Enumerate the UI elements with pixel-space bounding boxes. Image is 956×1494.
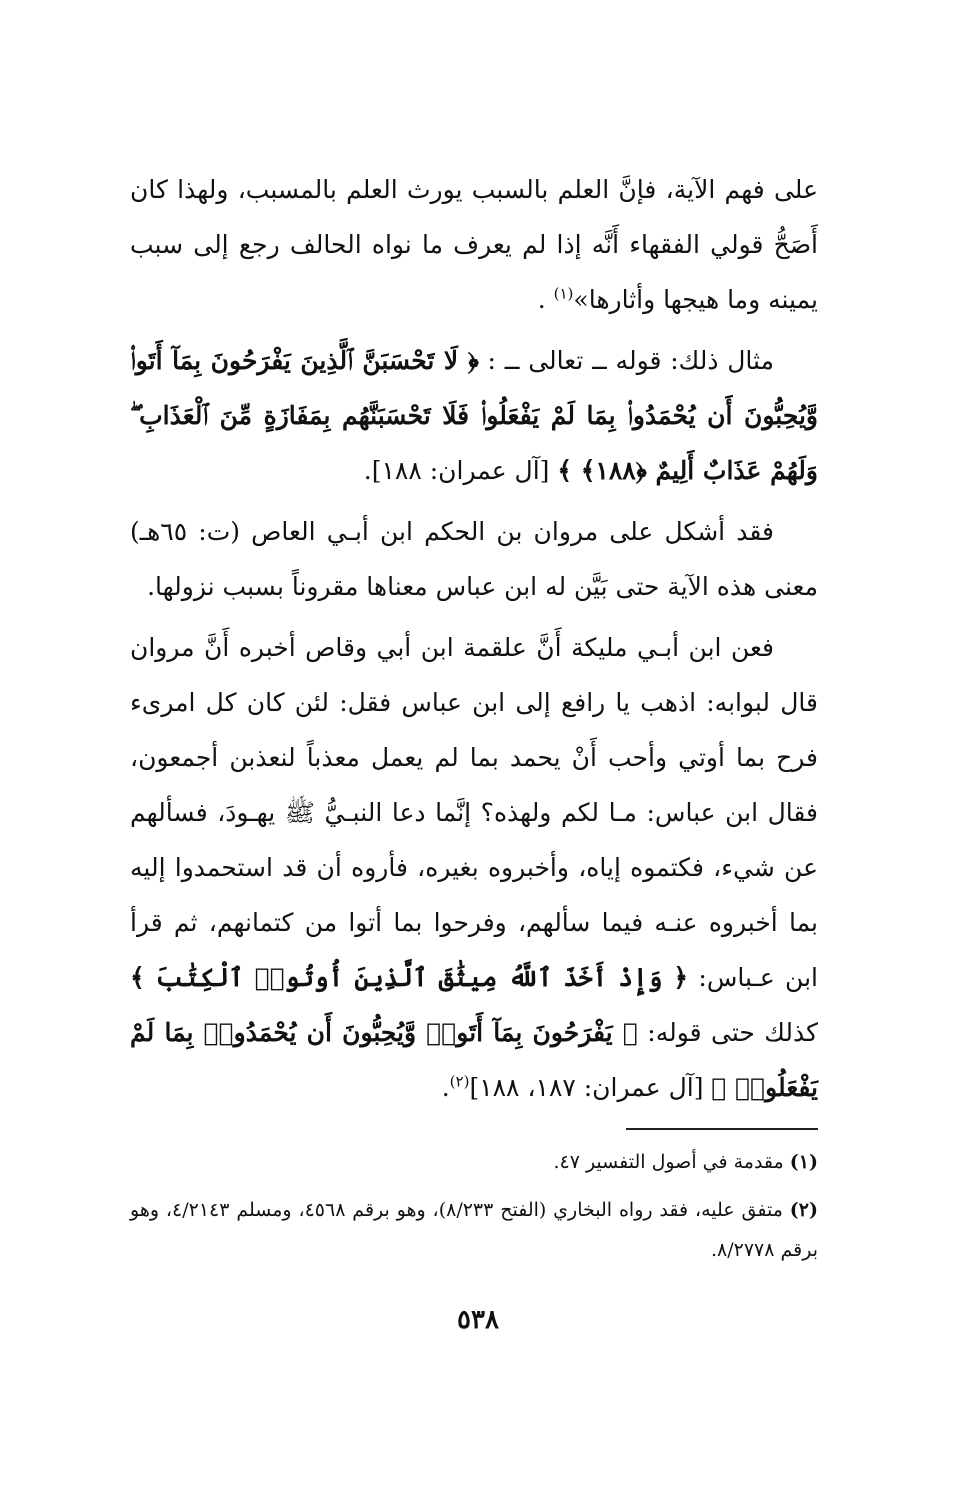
footnote-text: متفق عليه، فقد رواه البخاري (الفتح ٨/٢٣٣)، وهو برقم ٤٥٦٨، ومسلم ٤/٢١٤٣، وهو برقم ٨/٢٧٧٨.: [130, 1199, 818, 1261]
paragraph-1: [130, 162, 818, 327]
quran-verse-2: ﴿ وَإِذْ أَخَذَ ٱللَّهُ مِيثَٰقَ ٱلَّذِينَ أُوتُوا۟ ٱلْكِتَٰبَ ﴾: [130, 963, 689, 992]
footnote-number: (١): [789, 1151, 818, 1173]
paragraph-1-text: على فهم الآية، فإنَّ العلم بالسبب يورث العلم بالمسبب، ولهذا كان أَصَحُّ قولي الفقهاء أَنَّه إذا لم يعرف ما نواه الحالف رجع إلى سبب يمينه وما هيجها وأثارها»: [130, 175, 818, 314]
narration-connector: كذلك حتى قوله:: [637, 1018, 819, 1047]
quran-verse: ﴿ لَا تَحْسَبَنَّ ٱلَّذِينَ يَفْرَحُونَ بِمَآ أَتَوا۟ وَّيُحِبُّونَ أَن يُحْمَدُوا۟ بِمَا لَمْ يَفْعَلُوا۟ فَلَا تَحْسَبَنَّهُم بِمَفَازَةٍ مِّنَ ٱلْعَذَابِ ۖ وَلَهُمْ عَذَابٌ أَلِيمٌ ﴿١٨٨﴾ ﴾: [130, 346, 818, 485]
footnote-2: [130, 1190, 818, 1270]
footnote-text: مقدمة في أصول التفسير ٤٧.: [553, 1151, 784, 1173]
footnote-ref-2: (٢): [449, 1072, 470, 1091]
paragraph-4-end: .: [441, 1073, 450, 1102]
footnote-number: (٢): [789, 1199, 818, 1221]
page-number: ٥٣٨: [457, 1305, 499, 1335]
verse-citation: [آل عمران: ١٨٨].: [363, 456, 558, 485]
example-intro: مثال ذلك: قوله ــ تعالى ــ :: [478, 346, 774, 375]
hadith-narration: فعن ابن أبـي مليكة أَنَّ علقمة ابن أبي وقاص أخبره أَنَّ مروان قال لبوابه: اذهب يا رافع إلى ابن عباس فقل: لئن كان كل امرىء فرح بما أوتي وأحب أَنْ يحمد بما لم يعمل معذباً لنعذبن أجمعون، فقال ابن عباس: مـا لكم ولهذه؟ إنَّما دعا النبـيُّ ﷺ يهـودَ، فسألهم عن شيء، فكتموه إياه، وأخبروه بغيره، فأروه أن قد استحمدوا إليه بما أخبروه عنـه فيما سألهم، وفرحوا بما أتوا من كتمانهم، ثم قرأ ابن عـباس:: [130, 633, 818, 992]
footnote-ref-1: (١): [553, 284, 574, 303]
footnote-separator: [626, 1128, 818, 1130]
quran-verse-3: ﴿ يَفْرَحُونَ بِمَآ أَتَوا۟ وَّيُحِبُّونَ أَن يُحْمَدُوا۟ بِمَا لَمْ يَفْعَلُوا۟ ﴾: [130, 1018, 818, 1102]
verse-citation-2: [آل عمران: ١٨٧، ١٨٨]: [469, 1073, 712, 1102]
main-text: [130, 162, 818, 1121]
paragraph-2: [130, 333, 818, 498]
paragraph-3-text: فقد أشكل على مروان بن الحكم ابن أبـي العاص (ت: ٦٥هـ) معنى هذه الآية حتى بَيَّن له ابن عباس معناها مقروناً بسبب نزولها.: [130, 517, 818, 601]
footnotes: [130, 1142, 818, 1278]
footnote-1: [130, 1142, 818, 1182]
paragraph-4: [130, 620, 818, 1115]
paragraph-1-end: .: [537, 285, 554, 314]
paragraph-3: [130, 504, 818, 614]
